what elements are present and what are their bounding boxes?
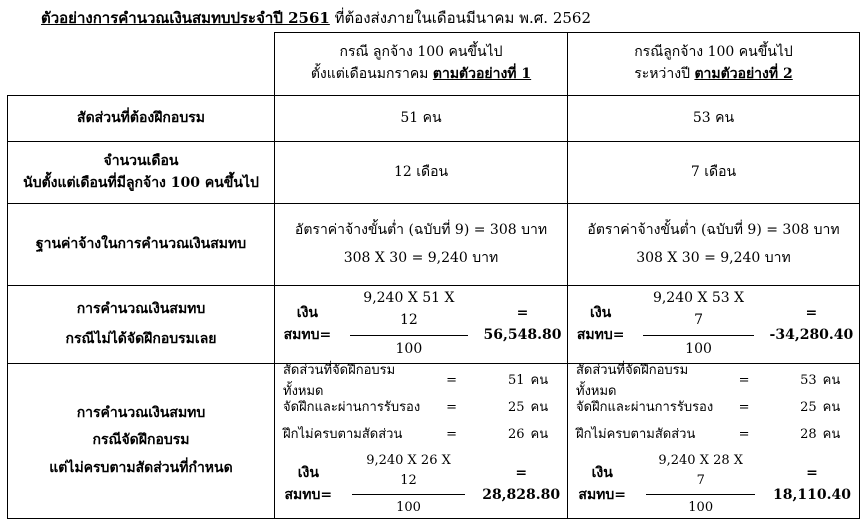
contribution-lead: เงินสมทบ= xyxy=(578,465,627,503)
example-1-link[interactable]: ตามตัวอย่างที่ 1 xyxy=(432,66,532,82)
fraction xyxy=(350,288,468,360)
partial-col2 xyxy=(568,364,860,519)
fraction xyxy=(352,451,466,518)
wage-col1-line1: อัตราค่าจ้างขั้นต่ำ (ฉบับที่ 9) = 308 บาท xyxy=(294,221,548,238)
header-col2 xyxy=(568,33,860,96)
line-eq: = xyxy=(446,427,458,443)
partial-label-line3: แต่ไม่ครบตามสัดส่วนที่กำหนด xyxy=(49,460,233,477)
fraction-denominator: 100 xyxy=(685,340,712,357)
line-value: 51 xyxy=(507,373,525,389)
header-empty-cell xyxy=(8,33,275,96)
line-unit: คน xyxy=(530,373,549,389)
contribution-lead: เงินสมทบ= xyxy=(284,465,333,503)
no-training-row xyxy=(8,286,860,364)
partial-col1-lines xyxy=(275,364,567,449)
no-training-col1 xyxy=(275,286,568,364)
ratio-col1: 51 คน xyxy=(275,96,568,142)
wage-col2-line1: อัตราค่าจ้างขั้นต่ำ (ฉบับที่ 9) = 308 บาท xyxy=(587,221,840,238)
list-item xyxy=(283,363,567,399)
title-bold: ตัวอย่างการคำนวณเงินสมทบประจำปี 2561 xyxy=(41,9,330,27)
partial-label-line2: กรณีจัดฝึกอบรม xyxy=(92,432,190,449)
partial-col2-lines xyxy=(568,364,859,449)
months-label-line1: จำนวนเดือน xyxy=(103,152,179,169)
no-training-label-line1: การคำนวณเงินสมทบ xyxy=(76,300,206,317)
line-key: จัดฝึกและผ่านการรับรอง xyxy=(576,400,714,416)
line-unit: คน xyxy=(530,400,549,416)
partial-col1-formula xyxy=(275,451,567,518)
header-row xyxy=(8,33,860,96)
header-col1 xyxy=(275,33,568,96)
wage-col2-line2: 308 X 30 = 9,240 บาท xyxy=(636,249,791,266)
header-col1-line1: กรณี ลูกจ้าง 100 คนขึ้นไป xyxy=(339,44,503,61)
line-unit: คน xyxy=(822,400,841,416)
calculation-table xyxy=(7,32,860,519)
list-item xyxy=(576,422,859,449)
partial-label xyxy=(8,364,275,519)
contribution-result: = -34,280.40 xyxy=(769,304,854,343)
wage-col2 xyxy=(568,204,860,286)
line-unit: คน xyxy=(822,427,841,443)
fraction-numerator: 9,240 X 28 X 7 xyxy=(646,451,755,495)
line-value: 25 xyxy=(800,400,817,416)
line-key: จัดฝึกและผ่านการรับรอง xyxy=(283,400,421,416)
wage-col1 xyxy=(275,204,568,286)
contribution-result: = 56,548.80 xyxy=(483,304,562,343)
line-key: ฝึกไม่ครบตามสัดส่วน xyxy=(283,427,403,443)
contribution-result: = 28,828.80 xyxy=(482,465,561,503)
line-value: 53 xyxy=(800,373,817,389)
no-training-label xyxy=(8,286,275,364)
partial-col2-formula xyxy=(568,451,859,518)
wage-col1-line2: 308 X 30 = 9,240 บาท xyxy=(343,249,499,266)
line-unit: คน xyxy=(822,373,841,389)
line-value: 28 xyxy=(800,427,817,443)
fraction xyxy=(646,451,755,518)
fraction-numerator: 9,240 X 53 X 7 xyxy=(643,288,754,335)
ratio-label: สัดส่วนที่ต้องฝึกอบรม xyxy=(8,96,275,142)
fraction-denominator: 100 xyxy=(688,500,714,516)
ratio-row xyxy=(8,96,860,142)
contribution-lead: เงินสมทบ= xyxy=(283,304,332,343)
months-col2: 7 เดือน xyxy=(568,142,860,204)
no-training-col1-formula xyxy=(275,288,567,360)
header-col2-prefix: ระหว่างปี xyxy=(634,66,695,82)
line-value: 26 xyxy=(507,427,525,443)
line-eq: = xyxy=(738,400,750,416)
list-item xyxy=(283,422,567,449)
header-col1-line2 xyxy=(275,64,567,86)
line-key: สัดส่วนที่จัดฝึกอบรมทั้งหมด xyxy=(576,363,689,399)
months-col1: 12 เดือน xyxy=(275,142,568,204)
months-label xyxy=(8,142,275,204)
line-key: สัดส่วนที่จัดฝึกอบรมทั้งหมด xyxy=(283,363,396,399)
list-item xyxy=(283,395,567,422)
wage-label: ฐานค่าจ้างในการคำนวณเงินสมทบ xyxy=(8,204,275,286)
partial-col1 xyxy=(275,364,568,519)
contribution-lead: เงินสมทบ= xyxy=(576,304,625,343)
fraction xyxy=(643,288,754,360)
line-key: ฝึกไม่ครบตามสัดส่วน xyxy=(576,427,696,443)
months-label-line2: นับตั้งแต่เดือนที่มีลูกจ้าง 100 คนขึ้นไป xyxy=(23,174,259,191)
line-eq: = xyxy=(446,373,458,389)
fraction-denominator: 100 xyxy=(395,340,423,357)
list-item xyxy=(576,363,859,399)
ratio-col2: 53 คน xyxy=(568,96,860,142)
no-training-col2 xyxy=(568,286,860,364)
line-eq: = xyxy=(738,427,750,443)
title-rest: ที่ต้องส่งภายในเดือนมีนาคม พ.ศ. 2562 xyxy=(329,9,591,27)
months-row xyxy=(8,142,860,204)
wage-row xyxy=(8,204,860,286)
fraction-denominator: 100 xyxy=(396,500,421,516)
partial-training-row xyxy=(8,364,860,519)
header-col2-line2 xyxy=(568,64,859,86)
partial-label-line1: การคำนวณเงินสมทบ xyxy=(76,404,206,421)
fraction-numerator: 9,240 X 51 X 12 xyxy=(350,288,468,335)
contribution-result: = 18,110.40 xyxy=(773,465,851,503)
page-title xyxy=(41,6,591,30)
line-eq: = xyxy=(738,373,750,389)
line-unit: คน xyxy=(530,427,549,443)
no-training-label-line2: กรณีไม่ได้จัดฝึกอบรมเลย xyxy=(65,330,217,347)
list-item xyxy=(576,395,859,422)
line-eq: = xyxy=(446,400,458,416)
line-value: 25 xyxy=(507,400,525,416)
header-col2-line1: กรณีลูกจ้าง 100 คนขึ้นไป xyxy=(634,44,793,61)
header-col1-prefix: ตั้งแต่เดือนมกราคม xyxy=(310,66,433,82)
example-2-link[interactable]: ตามตัวอย่างที่ 2 xyxy=(694,66,793,82)
fraction-numerator: 9,240 X 26 X 12 xyxy=(352,451,466,495)
no-training-col2-formula xyxy=(568,288,859,360)
